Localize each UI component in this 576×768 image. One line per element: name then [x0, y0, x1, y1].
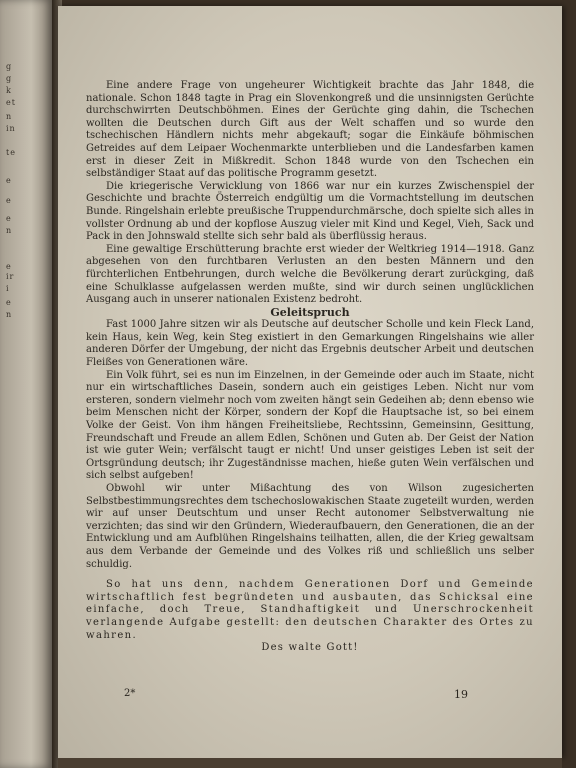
margin-fragment: n	[6, 226, 13, 235]
page-body	[86, 80, 534, 655]
margin-fragment: g	[6, 62, 13, 71]
paragraph: Eine gewaltige Erschütterung brachte erst wieder der Weltkrieg 1914—1918. Ganz abgesehen von den furchtbaren Verlusten an den besten Männern und den fürchterlichen Entbehrungen, durch welche die Bevölkerung derart zurückging, daß eine Schulklasse aufgelassen werden mußte, sind wir durch seinen unglücklichen Ausgang auch in unserer nationalen Existenz bedroht.	[86, 243, 534, 306]
margin-fragment: k	[6, 86, 12, 95]
page-number: 19	[454, 688, 468, 701]
margin-fragment: g	[6, 74, 13, 83]
margin-fragment: et	[6, 98, 16, 107]
closing-line: Des walte Gott!	[261, 642, 359, 654]
margin-fragment: n	[6, 112, 13, 121]
margin-fragment: i	[6, 284, 10, 293]
paragraph: Fast 1000 Jahre sitzen wir als Deutsche auf deutscher Scholle und kein Fleck Land, kein Haus, kein Weg, kein Steg existiert in den Gemarkungen Ringelshains wie aller anderen Dörfer der Umgebung, der nicht das Ergebnis deutscher Arbeit und deutschen Fleißes von Generationen wäre.	[86, 319, 534, 369]
paragraph: Eine andere Frage von ungeheurer Wichtigkeit brachte das Jahr 1848, die nationale. Schon 1848 tagte in Prag ein Slovenkongreß und die unsinnigsten Gerüchte durchschwirrten Deutschböhmen. Eines der Gerüchte ging dahin, die Tschechen wollten die Deutschen durch Gift aus der Welt schaffen und so wurde den tschechischen Händlern nichts mehr abgekauft; sogar die Einkäufe böhmischen Getreides auf dem Leipaer Wochenmarkte unterblieben und die Landesfarben kamen erst in dieser Zeit in Mißkredit. Schon 1848 wurde von den Tschechen ein selbständiger Staat auf das politische Programm gesetzt.	[86, 80, 534, 180]
signature-mark: 2*	[124, 688, 136, 699]
margin-fragment: e	[6, 262, 12, 271]
book-page	[58, 6, 562, 758]
table-surface	[58, 758, 562, 768]
margin-fragment: e	[6, 298, 12, 307]
paragraph: Ein Volk führt, sei es nun im Einzelnen, in der Gemeinde oder auch im Staate, nicht nur ein wirtschaftliches Dasein, sondern auch ein geistiges Leben. Nicht nur vom ersteren, sondern vielmehr noch vom zweiten hängt sein Gedeihen ab; denn ebenso wie beim Menschen nicht der Körper, sondern der Kopf die Hauptsache ist, so bei einem Volke der Geist. Von ihm hängen Freiheitsliebe, Rechtssinn, Gemeinsinn, Gesittung, Freundschaft und Freude an allem Edlen, Schönen und Guten ab. Der Geist der Nation ist wie guter Wein; verfälscht taugt er nicht! Und unser geistiges Leben ist seit der Ortsgründung deutsch; ihr Zugeständnisse machen, hieße guten Wein verfälschen und sich selbst aufgeben!	[86, 369, 534, 482]
paragraph: Die kriegerische Verwicklung von 1866 war nur ein kurzes Zwischenspiel der Geschichte und brachte Österreich endgültig um die Vormachtstellung im deutschen Bunde. Ringelshain erlebte preußische Truppendurchmärsche, doch spielte sich alles in vollster Ordnung ab und der kopflose Auszug vieler mit Kind und Kegel, Vieh, Sack und Pack in den Johnswald stellte sich sehr bald als überflüssig heraus.	[86, 180, 534, 243]
margin-fragment: n	[6, 310, 13, 319]
margin-fragment: te	[6, 148, 16, 157]
margin-fragment: e	[6, 176, 12, 185]
margin-fragment: ir	[6, 272, 15, 281]
paragraph: Obwohl wir unter Mißachtung des von Wilson zugesicherten Selbstbestimmungsrechtes dem tschechoslowakischen Staate zugeteilt wurden, werden wir auf unser Deutschtum und unser Recht autonomer Selbstverwaltung nie verzichten; das sind wir den Gründern, Wiederaufbauern, den Generationen, die an der Entwicklung und am Aufblühen Ringelshains teilhatten, allen, die der Krieg gewaltsam aus dem Verbande der Gemeinde und des Volkes riß und schließlich uns selber schuldig.	[86, 483, 534, 570]
spaced-paragraph: So hat uns denn, nachdem Generationen Dorf und Gemeinde wirtschaftlich fest begründeten und ausbauten, das Schicksal eine einfache, doch Treue, Standhaftigkeit und Unerschrockenheit verlangende Aufgabe gestellt: den deutschen Charakter des Ortes zu wahren.	[86, 579, 534, 641]
margin-fragment: in	[6, 124, 16, 133]
margin-fragment: e	[6, 196, 12, 205]
margin-fragment: e	[6, 214, 12, 223]
section-heading: Geleitspruch	[270, 305, 350, 319]
facing-page-edge	[0, 0, 52, 768]
